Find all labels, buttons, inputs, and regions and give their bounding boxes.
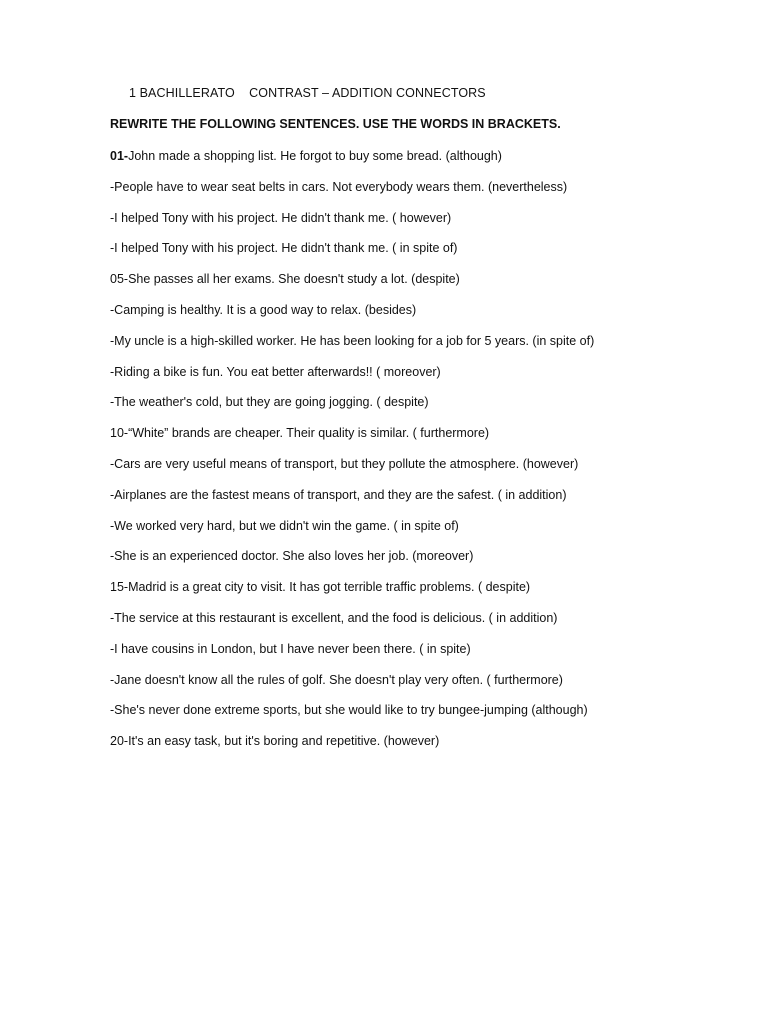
sentence-number: 01- bbox=[110, 149, 129, 163]
exercise-sentence bbox=[110, 240, 594, 271]
exercise-sentence bbox=[110, 487, 594, 518]
exercise-sentence bbox=[110, 733, 594, 764]
sentence-text: -Cars are very useful means of transport, but they pollute the atmosphere. (however) bbox=[110, 456, 579, 471]
instruction-heading: REWRITE THE FOLLOWING SENTENCES. USE THE WORDS IN BRACKETS. bbox=[110, 117, 561, 131]
sentence-text: -Airplanes are the fastest means of transport, and they are the safest. ( in addition) bbox=[110, 487, 567, 502]
sentence-text: 15-Madrid is a great city to visit. It has got terrible traffic problems. ( despite) bbox=[110, 580, 531, 595]
exercise-sentence bbox=[110, 210, 594, 241]
sentence-text: -We worked very hard, but we didn't win the game. ( in spite of) bbox=[110, 518, 459, 533]
sentence-text: -The weather's cold, but they are going jogging. ( despite) bbox=[110, 395, 429, 410]
exercise-sentence bbox=[110, 302, 594, 333]
sentence-text: 10-“White” brands are cheaper. Their quality is similar. ( furthermore) bbox=[110, 426, 490, 441]
sentence-text: -Riding a bike is fun. You eat better afterwards!! ( moreover) bbox=[110, 364, 441, 379]
exercise-sentence bbox=[110, 641, 594, 672]
sentence-text: -Jane doesn't know all the rules of golf. She doesn't play very often. ( furthermore) bbox=[110, 672, 563, 687]
exercise-sentence bbox=[110, 702, 594, 733]
exercise-sentence bbox=[110, 610, 594, 641]
sentence-text: John made a shopping list. He forgot to buy some bread. (although) bbox=[128, 149, 502, 163]
sentence-text: -Camping is healthy. It is a good way to relax. (besides) bbox=[110, 302, 417, 317]
exercise-sentence bbox=[110, 518, 594, 549]
sentence-list bbox=[110, 148, 594, 764]
exercise-sentence bbox=[110, 364, 594, 395]
exercise-sentence bbox=[110, 579, 594, 610]
exercise-sentence bbox=[110, 548, 594, 579]
exercise-sentence bbox=[110, 425, 594, 456]
sentence-text: 05-She passes all her exams. She doesn't study a lot. (despite) bbox=[110, 272, 460, 287]
exercise-sentence bbox=[110, 672, 594, 703]
sentence-text: -She's never done extreme sports, but she would like to try bungee-jumping (although) bbox=[110, 703, 588, 718]
sentence-text: -People have to wear seat belts in cars. Not everybody wears them. (nevertheless) bbox=[110, 179, 568, 194]
exercise-sentence bbox=[110, 333, 594, 364]
exercise-sentence bbox=[110, 179, 594, 210]
exercise-sentence bbox=[110, 148, 594, 179]
exercise-sentence bbox=[110, 394, 594, 425]
sentence-text: -I helped Tony with his project. He didn't thank me. ( in spite of) bbox=[110, 241, 458, 256]
exercise-sentence bbox=[110, 271, 594, 302]
exercise-sentence bbox=[110, 456, 594, 487]
worksheet-header: 1 BACHILLERATO CONTRAST – ADDITION CONNECTORS bbox=[129, 86, 486, 100]
sentence-text: -The service at this restaurant is excellent, and the food is delicious. ( in addition) bbox=[110, 610, 558, 625]
sentence-text: -I helped Tony with his project. He didn't thank me. ( however) bbox=[110, 210, 452, 225]
sentence-text: -I have cousins in London, but I have never been there. ( in spite) bbox=[110, 641, 471, 656]
sentence-text: -My uncle is a high-skilled worker. He has been looking for a job for 5 years. (in spite of) bbox=[110, 333, 595, 348]
sentence-text: -She is an experienced doctor. She also loves her job. (moreover) bbox=[110, 549, 474, 564]
sentence-text: 20-It's an easy task, but it's boring and repetitive. (however) bbox=[110, 734, 440, 749]
